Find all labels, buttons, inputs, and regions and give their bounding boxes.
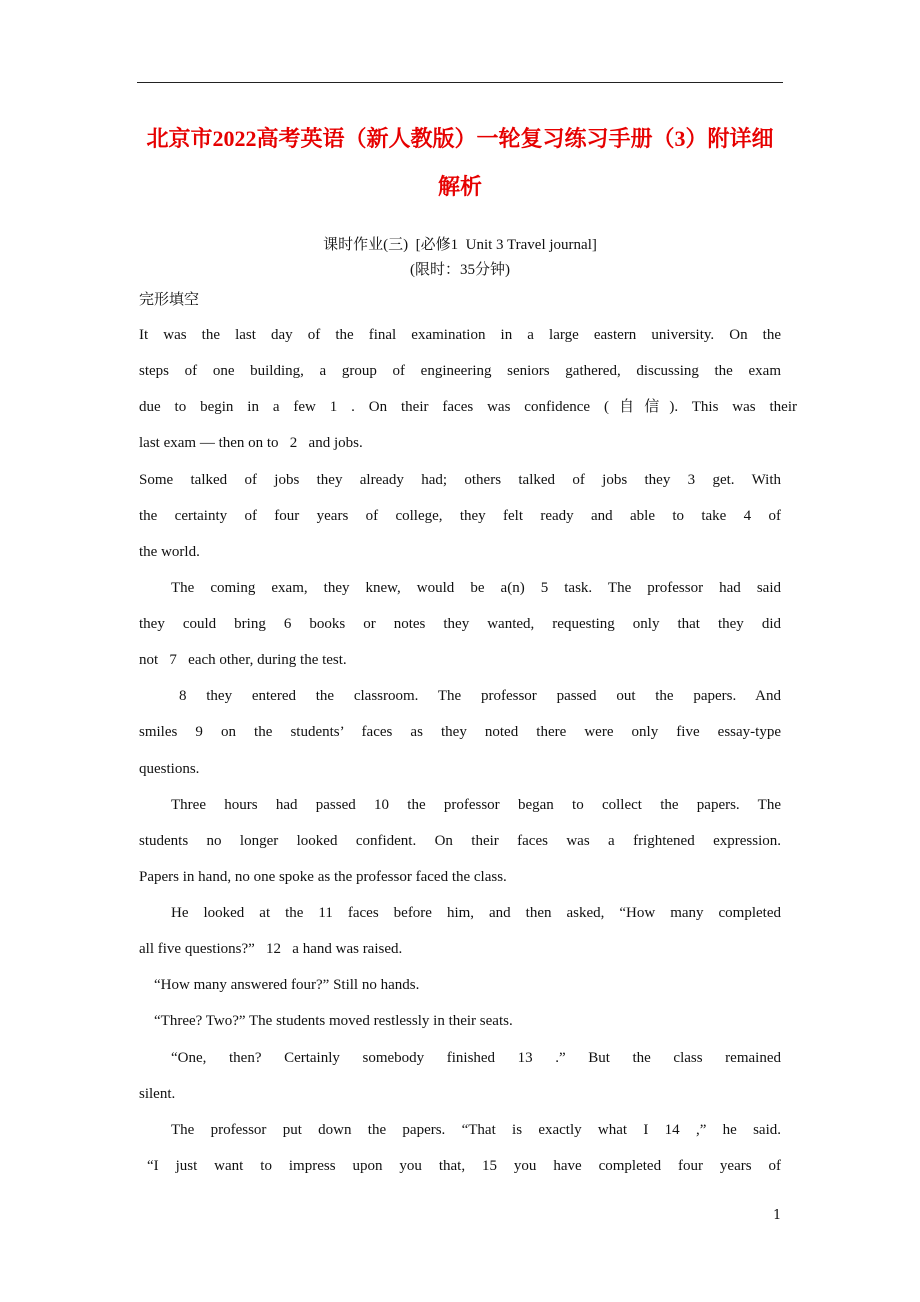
passage-line: the certainty of four years of college, they felt ready and able to take 4 of (139, 507, 781, 524)
passage-line: steps of one building, a group of engineering seniors gathered, discussing the exam (139, 363, 781, 380)
passage-line: “I just want to impress upon you that, 15 you have completed four years of (147, 1157, 781, 1174)
passage-line: 8 they entered the classroom. The professor passed out the papers. And (179, 688, 781, 705)
passage-line: all five questions?” 12 a hand was raised. (139, 941, 403, 958)
passage-line: “One, then? Certainly somebody finished 13 .” But the class remained (171, 1049, 781, 1066)
passage (139, 317, 797, 1184)
passage-line: It was the last day of the final examination in a large eastern university. On the (139, 327, 781, 343)
passage-line: students no longer looked confident. On their faces was a frightened expression. (139, 832, 781, 849)
assignment-heading: 课时作业(三) [必修1 Unit 3 Travel journal] (323, 237, 597, 253)
passage-line: last exam — then on to 2 and jobs. (139, 435, 363, 452)
passage-line: the world. (139, 543, 200, 560)
passage-line: Papers in hand, no one spoke as the professor faced the class. (139, 868, 507, 885)
passage-line: questions. (139, 760, 200, 777)
document-title-cont: 解析 (437, 174, 482, 199)
passage-line: due to begin in a few 1 . On their faces was confidence (自信). This was their (139, 399, 797, 416)
passage-line: smiles 9 on the students’ faces as they noted there were only five essay-type (139, 724, 781, 741)
passage-line: Some talked of jobs they already had; others talked of jobs they 3 get. With (139, 471, 781, 488)
header-rule (137, 82, 783, 83)
section-heading: 完形填空 (139, 292, 200, 308)
passage-line: not 7 each other, during the test. (139, 652, 347, 669)
time-limit: (限时：35分钟) (410, 262, 510, 278)
passage-line: “Three? Two?” The students moved restlessly in their seats. (139, 1013, 513, 1030)
passage-line: He looked at the 11 faces before him, and then asked, “How many completed (171, 905, 781, 921)
page-number: 1 (773, 1208, 782, 1223)
passage-line: “How many answered four?” Still no hands. (139, 977, 420, 994)
document-title: 北京市2022高考英语（新人教版）一轮复习练习手册（3）附详细 (146, 126, 774, 151)
passage-line: Three hours had passed 10 the professor began to collect the papers. The (171, 796, 781, 813)
passage-line: they could bring 6 books or notes they wanted, requesting only that they did (139, 616, 781, 632)
passage-line: The coming exam, they knew, would be a(n) 5 task. The professor had said (171, 579, 781, 596)
passage-line: The professor put down the papers. “That is exactly what I 14 ,” he said. (171, 1121, 781, 1138)
passage-line: silent. (139, 1085, 176, 1102)
